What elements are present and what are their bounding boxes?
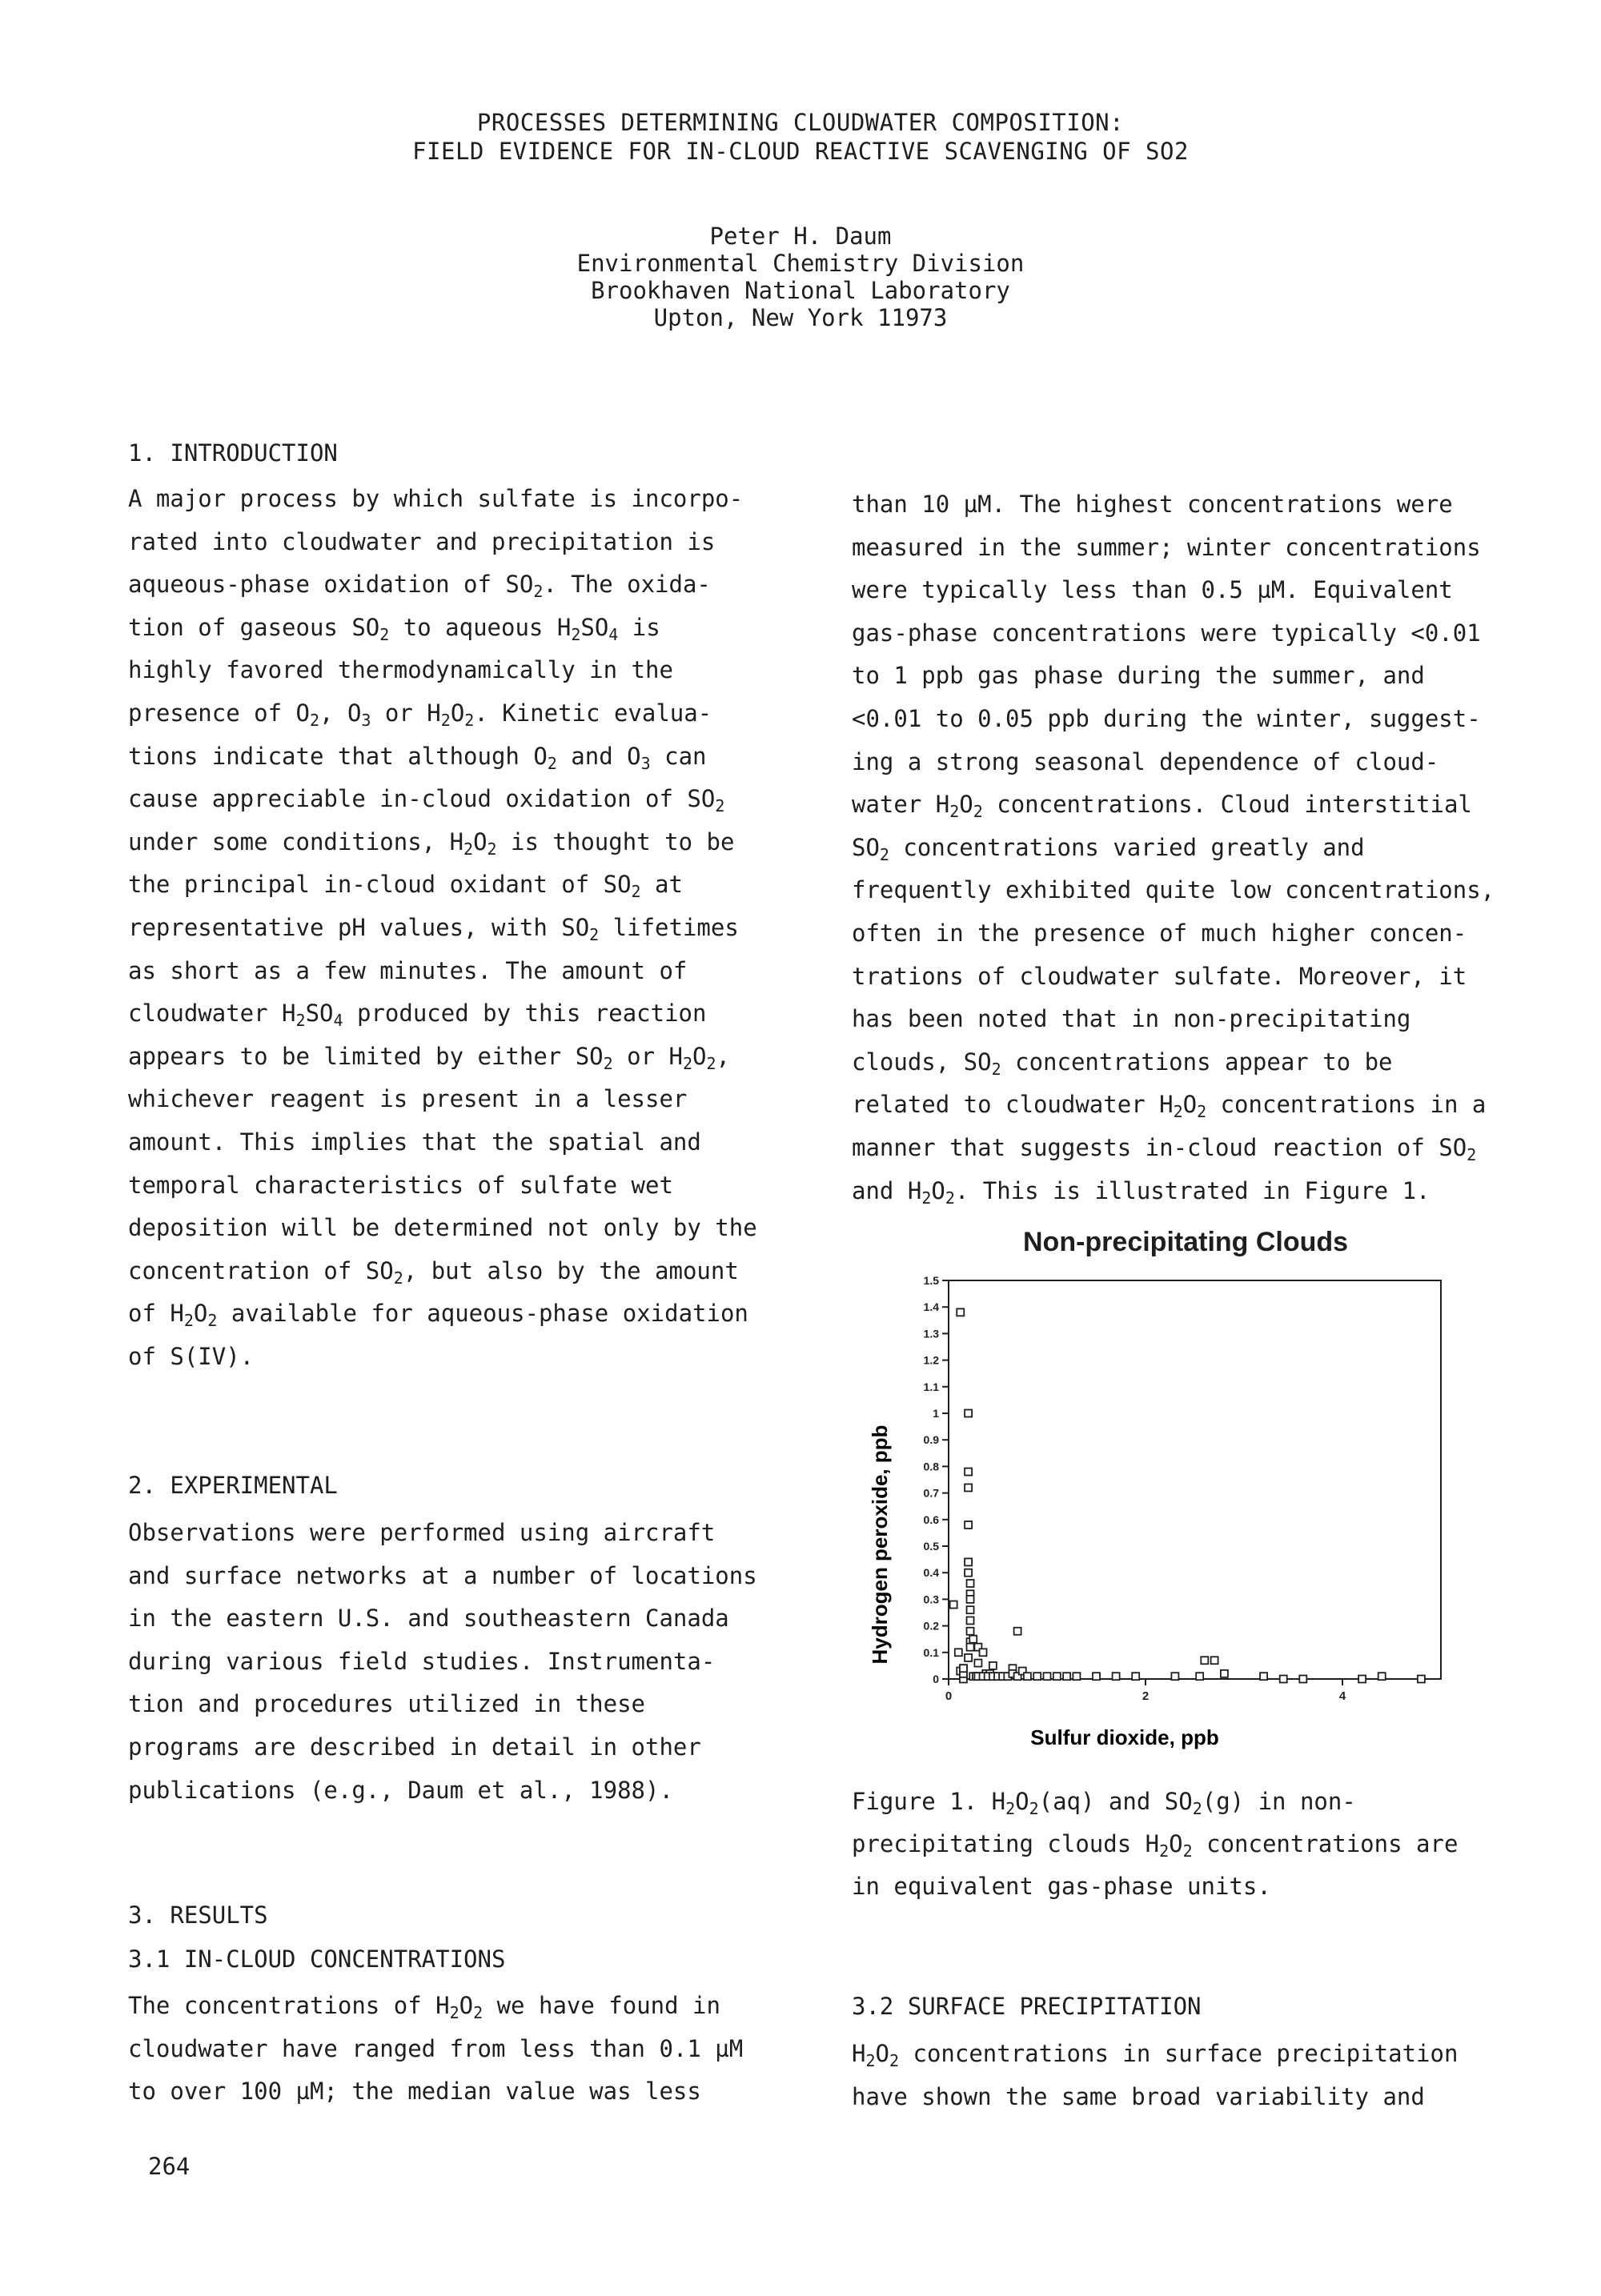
text-line: and $H_2O_2$. This is illustrated in Figure 1. (852, 1176, 1430, 1208)
data-point (965, 1521, 972, 1529)
text-line: in equivalent gas-phase units. (852, 1873, 1271, 1900)
y-tick-label: 0.1 (923, 1645, 939, 1659)
text-line: in the eastern U.S. and southeastern Canada (128, 1605, 729, 1633)
data-point (1044, 1673, 1051, 1680)
y-tick-label: 1.1 (923, 1380, 939, 1393)
text-line: often in the presence of much higher concen- (852, 919, 1467, 947)
text-line: programs are described in detail in other (128, 1733, 701, 1761)
y-tick-label: 1 (933, 1407, 939, 1420)
text-line: the principal in-cloud oxidant of $SO_2$ at (128, 871, 683, 902)
page-number: 264 (148, 2153, 191, 2180)
data-point (969, 1636, 977, 1643)
y-tick-label: 0.5 (923, 1540, 939, 1553)
text-line: measured in the summer; winter concentrations (852, 533, 1481, 561)
text-line: Observations were performed using aircraft (128, 1519, 716, 1546)
x-tick-label: 4 (1338, 1689, 1346, 1703)
text-line: representative pH values, with $SO_2$ lifetimes (128, 913, 739, 944)
data-point (967, 1617, 974, 1624)
text-line: appears to be limited by either $SO_2$ or $H_2O_2$, (128, 1042, 731, 1073)
text-line: $H_2O_2$ concentrations in surface precipitation (852, 2040, 1459, 2070)
data-point (1260, 1673, 1267, 1680)
data-point (1358, 1676, 1366, 1683)
data-point (1211, 1657, 1218, 1664)
text-line: aqueous-phase oxidation of $SO_2$. The oxida- (128, 571, 711, 602)
text-line: $SO_2$ concentrations varied greatly and (852, 833, 1365, 864)
text-line: deposition will be determined not only by the (128, 1214, 757, 1242)
data-point (1201, 1657, 1208, 1664)
text-line: publications (e.g., Daum et al., 1988). (128, 1776, 673, 1804)
text-line: manner that suggests in-cloud reaction of $SO_2$ (852, 1133, 1477, 1164)
data-point (1073, 1673, 1080, 1680)
data-point (1418, 1676, 1425, 1683)
scatter-chart (849, 1264, 1457, 1761)
text-line: whichever reagent is present in a lesser (128, 1085, 688, 1113)
section-heading-incloud: 3.1 IN-CLOUD CONCENTRATIONS (128, 1945, 506, 1973)
text-line: tions indicate that although $O_2$ and $O_3$ can (128, 742, 707, 773)
text-line: of $H_2O_2$ available for aqueous-phase oxidation (128, 1300, 748, 1331)
paper-title (0, 108, 1601, 166)
affiliation: Upton, New York 11973 (653, 304, 948, 331)
data-point (960, 1665, 967, 1672)
y-tick-label: 1.2 (923, 1353, 939, 1367)
y-tick-label: 0.3 (923, 1593, 939, 1606)
incloud-text (128, 1985, 743, 2114)
text-line: than 10 µM. The highest concentrations were (852, 491, 1453, 518)
data-point (957, 1308, 964, 1316)
data-point (950, 1601, 957, 1609)
text-line: The concentrations of $H_2O_2$ we have found in (128, 1992, 720, 2022)
y-tick-label: 0.2 (923, 1619, 939, 1633)
data-point (1053, 1673, 1061, 1680)
data-point (1033, 1673, 1041, 1680)
text-line: related to cloudwater $H_2O_2$ concentrations in a (852, 1091, 1487, 1122)
text-line: has been noted that in non-precipitating (852, 1005, 1411, 1033)
text-line: were typically less than 0.5 µM. Equivalent (852, 576, 1453, 604)
data-point (1113, 1673, 1120, 1680)
data-point (965, 1484, 972, 1491)
section-heading-results: 3. RESULTS (128, 1901, 268, 1929)
data-point (967, 1628, 974, 1635)
data-point (1196, 1673, 1203, 1680)
data-point (955, 1649, 962, 1656)
text-line: presence of $O_2$, $O_3$ or $H_2O_2$. Kinetic evalua- (128, 699, 712, 730)
y-tick-label: 0 (933, 1673, 939, 1685)
data-point (967, 1580, 974, 1587)
chart-points (950, 1308, 1425, 1682)
y-tick-label: 1.3 (923, 1327, 939, 1340)
introduction-text (128, 478, 757, 1378)
data-point (1093, 1673, 1100, 1680)
results-text (852, 483, 1495, 1212)
text-line: precipitating clouds $H_2O_2$ concentrations are (852, 1830, 1459, 1861)
text-line: water $H_2O_2$ concentrations. Cloud interstitial (852, 791, 1472, 822)
text-line: clouds, $SO_2$ concentrations appear to be (852, 1048, 1393, 1079)
text-line: rated into cloudwater and precipitation is (128, 527, 716, 555)
x-axis-label: Sulfur dioxide, ppb (1030, 1725, 1219, 1749)
text-line: A major process by which sulfate is incorpo- (128, 485, 744, 512)
data-point (980, 1649, 987, 1656)
data-point (965, 1558, 972, 1565)
affiliation: Environmental Chemistry Division (576, 250, 1025, 277)
x-tick-label: 0 (945, 1689, 953, 1703)
y-tick-label: 0.6 (923, 1513, 939, 1526)
text-line: of S(IV). (128, 1342, 255, 1370)
section-heading-experimental: 2. EXPERIMENTAL (128, 1472, 338, 1499)
text-line: trations of cloudwater sulfate. Moreover, it (852, 962, 1467, 990)
y-tick-label: 0.4 (923, 1566, 939, 1580)
data-point (974, 1660, 981, 1667)
text-line: gas-phase concentrations were typically <0.01 (852, 619, 1481, 647)
y-tick-label: 0.7 (923, 1486, 939, 1500)
author-block (0, 222, 1601, 331)
data-point (1024, 1673, 1031, 1680)
data-point (965, 1654, 972, 1661)
author-name: Peter H. Daum (709, 222, 892, 250)
text-line: cause appreciable in-cloud oxidation of $SO_2$ (128, 785, 725, 816)
text-line: ing a strong seasonal dependence of cloud- (852, 747, 1439, 775)
data-point (1063, 1673, 1070, 1680)
data-point (1280, 1676, 1287, 1683)
plot-frame (949, 1280, 1441, 1679)
y-tick-label: 1.5 (923, 1274, 939, 1287)
y-axis-label: Hydrogen peroxide, ppb (868, 1424, 892, 1665)
y-tick-label: 0.8 (923, 1460, 939, 1473)
text-line: tion of gaseous $SO_2$ to aqueous $H_2SO_4$ is (128, 613, 660, 644)
data-point (1299, 1676, 1306, 1683)
text-line: during various field studies. Instrumenta- (128, 1647, 716, 1675)
affiliation: Brookhaven National Laboratory (591, 277, 1010, 304)
surface-text (852, 2033, 1458, 2118)
text-line: cloudwater have ranged from less than 0.1 µM (128, 2034, 744, 2062)
text-line: as short as a few minutes. The amount of (128, 956, 688, 984)
data-point (1014, 1628, 1021, 1635)
data-point (1378, 1673, 1386, 1680)
text-line: tion and procedures utilized in these (128, 1690, 646, 1718)
section-heading-surface: 3.2 SURFACE PRECIPITATION (852, 1993, 1202, 2020)
text-line: temporal characteristics of sulfate wet (128, 1171, 673, 1199)
data-point (967, 1644, 974, 1651)
data-point (965, 1569, 972, 1577)
text-line: to over 100 µM; the median value was less (128, 2078, 701, 2106)
text-line: to 1 ppb gas phase during the summer, and (852, 662, 1425, 690)
title-line: PROCESSES DETERMINING CLOUDWATER COMPOSITION: (476, 109, 1125, 136)
text-line: <0.01 to 0.05 ppb during the winter, suggest- (852, 704, 1481, 732)
text-line: amount. This implies that the spatial and (128, 1128, 701, 1156)
y-tick-label: 1.4 (923, 1300, 939, 1314)
y-tick-label: 0.9 (923, 1433, 939, 1447)
text-line: concentration of $SO_2$, but also by the amount (128, 1256, 739, 1288)
text-line: have shown the same broad variability and (852, 2082, 1425, 2110)
data-point (1171, 1673, 1178, 1680)
data-point (967, 1596, 974, 1603)
section-heading-introduction: 1. INTRODUCTION (128, 439, 338, 467)
text-line: highly favored thermodynamically in the (128, 656, 673, 684)
chart-axes (924, 1274, 1441, 1703)
text-line: under some conditions, $H_2O_2$ is thought to be (128, 827, 735, 859)
text-line: frequently exhibited quite low concentrations, (852, 876, 1495, 904)
title-line: FIELD EVIDENCE FOR IN-CLOUD REACTIVE SCAVENGING OF SO2 (412, 138, 1189, 165)
chart-title: Non-precipitating Clouds (1023, 1227, 1349, 1257)
data-point (965, 1469, 972, 1476)
text-line: Figure 1. $H_2O_2(aq)$ and $SO_2(g)$ in non- (852, 1788, 1356, 1818)
data-point (965, 1410, 972, 1417)
text-line: and surface networks at a number of locations (128, 1561, 757, 1589)
data-point (989, 1662, 997, 1669)
figure-caption (852, 1781, 1458, 1908)
data-point (1221, 1670, 1228, 1677)
data-point (967, 1606, 974, 1613)
x-tick-label: 2 (1142, 1689, 1150, 1703)
text-line: cloudwater $H_2SO_4$ produced by this reaction (128, 1000, 707, 1031)
experimental-text (128, 1512, 757, 1812)
data-point (1132, 1673, 1139, 1680)
